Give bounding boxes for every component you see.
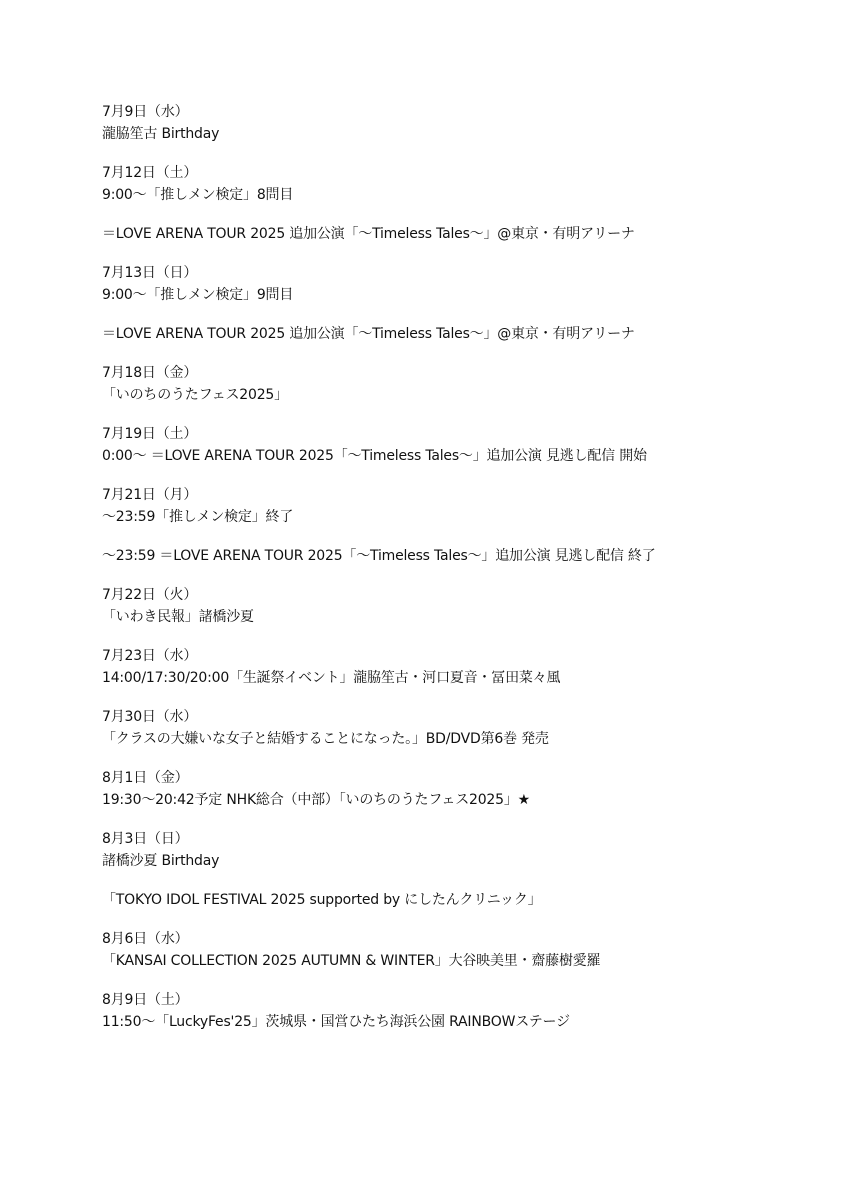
event-line: 諸橋沙夏 Birthday	[102, 853, 220, 869]
event-line: 「いのちのうたフェス2025」	[102, 387, 288, 403]
event-line: ～23:59「推しメン検定」終了	[102, 509, 294, 525]
date-heading: 7月30日（水）	[102, 709, 198, 725]
date-heading: 8月3日（日）	[102, 831, 189, 847]
event-line: 0:00～ ＝LOVE ARENA TOUR 2025「～Timeless Tales～」追加公演 見逃し配信 開始	[102, 448, 647, 464]
date-heading: 7月13日（日）	[102, 265, 198, 281]
date-heading: 7月21日（月）	[102, 487, 198, 503]
event-line: 「いわき民報」諸橋沙夏	[102, 609, 254, 625]
date-heading: 7月18日（金）	[102, 365, 198, 381]
event-line: 「TOKYO IDOL FESTIVAL 2025 supported by にしたんクリニック」	[102, 892, 542, 908]
event-line: 9:00～「推しメン検定」8問目	[102, 187, 294, 203]
date-heading: 8月9日（土）	[102, 992, 189, 1008]
date-heading: 7月9日（水）	[102, 104, 189, 120]
schedule-document	[102, 101, 822, 1033]
event-line: 「クラスの大嫌いな女子と結婚することになった。」BD/DVD第6巻 発売	[102, 731, 549, 747]
event-line: ＝LOVE ARENA TOUR 2025 追加公演「～Timeless Tales～」@東京・有明アリーナ	[102, 326, 635, 342]
event-line: 9:00～「推しメン検定」9問目	[102, 287, 294, 303]
event-line: ～23:59 ＝LOVE ARENA TOUR 2025「～Timeless Tales～」追加公演 見逃し配信 終了	[102, 548, 656, 564]
event-line: 「KANSAI COLLECTION 2025 AUTUMN & WINTER」大谷映美里・齋藤樹愛羅	[102, 953, 601, 969]
date-heading: 7月19日（土）	[102, 426, 198, 442]
event-line: 瀧脇笙古 Birthday	[102, 126, 220, 142]
date-heading: 7月22日（火）	[102, 587, 198, 603]
date-heading: 7月12日（土）	[102, 165, 198, 181]
event-line: 19:30～20:42予定 NHK総合（中部）「いのちのうたフェス2025」★	[102, 792, 531, 808]
event-line: 14:00/17:30/20:00「生誕祭イベント」瀧脇笙古・河口夏音・冨田菜々風	[102, 670, 561, 686]
date-heading: 8月1日（金）	[102, 770, 189, 786]
date-heading: 8月6日（水）	[102, 931, 189, 947]
event-line: 11:50～「LuckyFes'25」茨城県・国営ひたち海浜公園 RAINBOWステージ	[102, 1014, 570, 1030]
event-line: ＝LOVE ARENA TOUR 2025 追加公演「～Timeless Tales～」@東京・有明アリーナ	[102, 226, 635, 242]
date-heading: 7月23日（水）	[102, 648, 198, 664]
